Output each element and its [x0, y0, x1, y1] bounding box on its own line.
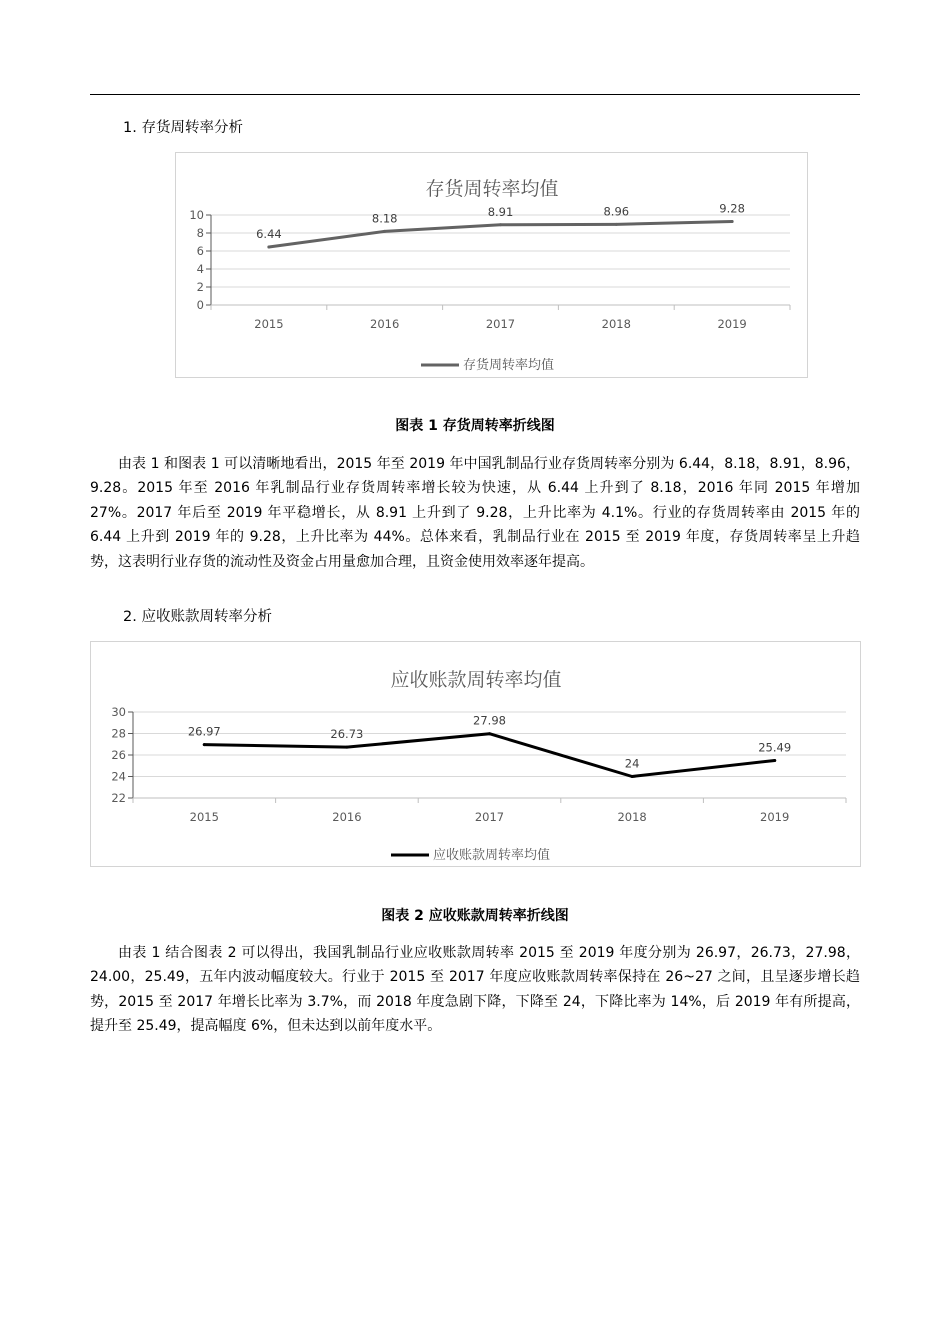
figure-caption-1: 图表 1 存货周转率折线图 [395, 418, 555, 434]
data-point [615, 223, 618, 226]
data-point [267, 246, 270, 249]
legend-label: 应收账款周转率均值 [433, 848, 551, 863]
data-point [345, 746, 348, 749]
y-tick-label: 26 [111, 748, 126, 762]
y-tick-label: 4 [196, 262, 204, 276]
data-label: 26.73 [330, 727, 364, 742]
data-label: 27.98 [473, 713, 506, 728]
y-tick-label: 10 [189, 208, 204, 222]
chart-title: 应收账款周转率均值 [390, 669, 562, 691]
x-tick-label: 2015 [254, 317, 284, 331]
x-tick-label: 2017 [485, 317, 516, 331]
section-heading-receivables: 2. 应收账款周转率分析 [123, 609, 272, 625]
legend-label: 存货周转率均值 [463, 358, 555, 373]
paragraph-inventory-analysis: 由表 1 和图表 1 可以清晰地看出，2015 年至 2019 年中国乳制品行业存货周转率分别为 6.44，8.18，8.91，8.96，9.28。2015 年至 2016 年乳制品行业存货周转率增长较为快速，从 6.44 上升到了 8.18，2016 年同 2015 年增加 27%。2017 年后至 2019 年平稳增长，从 8.91 上升到了 9.28，上升比率为 4.1%。行业的存货周转率由 2015 年的 6.44 上升到 2019 年的 9.28，上升比率为 44%。总体来看，乳制品行业在 2015 至 2019 年度，存货周转率呈上升趋势，这表明行业存货的流动性及资金占用量愈加合理，且资金使用效率逐年提高。 [90, 456, 860, 570]
paragraph-receivables-analysis: 由表 1 结合图表 2 可以得出，我国乳制品行业应收账款周转率 2015 至 2019 年度分别为 26.97，26.73，27.98，24.00，25.49，五年内波动幅度较大。行业于 2015 至 2017 年度应收账款周转率保持在 26~27 之间，且呈逐步增长趋势，2015 至 2017 年增长比率为 3.7%，而 2018 年度急剧下降，下降至 24，下降比率为 14%，后 2019 年有所提高，提升至 25.49，提高幅度 6%，但未达到以前年度水平。 [90, 945, 860, 1035]
data-point [203, 743, 206, 746]
data-point [731, 220, 734, 223]
section-heading-inventory: 1. 存货周转率分析 [123, 120, 243, 136]
y-tick-label: 24 [111, 769, 126, 784]
y-tick-label: 28 [111, 726, 126, 741]
x-tick-label: 2017 [474, 810, 505, 824]
data-label: 26.97 [187, 724, 221, 739]
data-point [499, 223, 502, 226]
x-tick-label: 2015 [189, 810, 219, 824]
receivables-turnover-chart-svg [91, 642, 862, 868]
data-label: 8.18 [371, 211, 398, 226]
x-tick-label: 2019 [760, 810, 790, 824]
y-tick-label: 30 [111, 705, 126, 719]
figure-caption-2: 图表 2 应收账款周转率折线图 [381, 908, 569, 924]
chart-title: 存货周转率均值 [425, 178, 559, 200]
data-label: 6.44 [256, 227, 282, 242]
x-tick-label: 2018 [617, 810, 647, 824]
x-tick-label: 2018 [601, 317, 631, 331]
y-tick-label: 22 [111, 791, 126, 805]
y-tick-label: 2 [196, 280, 204, 294]
data-label: 25.49 [758, 740, 792, 755]
data-point [631, 775, 634, 778]
data-label: 9.28 [719, 201, 745, 216]
data-point [488, 732, 491, 735]
inventory-turnover-chart [175, 152, 808, 378]
data-label: 24 [624, 756, 640, 771]
receivables-turnover-chart [90, 641, 861, 867]
y-tick-label: 8 [196, 226, 204, 240]
x-tick-label: 2016 [332, 810, 362, 824]
y-tick-label: 0 [196, 298, 204, 312]
data-point [773, 759, 776, 762]
x-tick-label: 2016 [370, 317, 400, 331]
data-label: 8.91 [487, 204, 514, 219]
data-label: 8.96 [603, 204, 630, 219]
inventory-turnover-chart-svg [176, 153, 809, 379]
header-rule [90, 94, 860, 95]
x-tick-label: 2019 [717, 317, 747, 331]
data-point [383, 230, 386, 233]
y-tick-label: 6 [196, 244, 204, 258]
